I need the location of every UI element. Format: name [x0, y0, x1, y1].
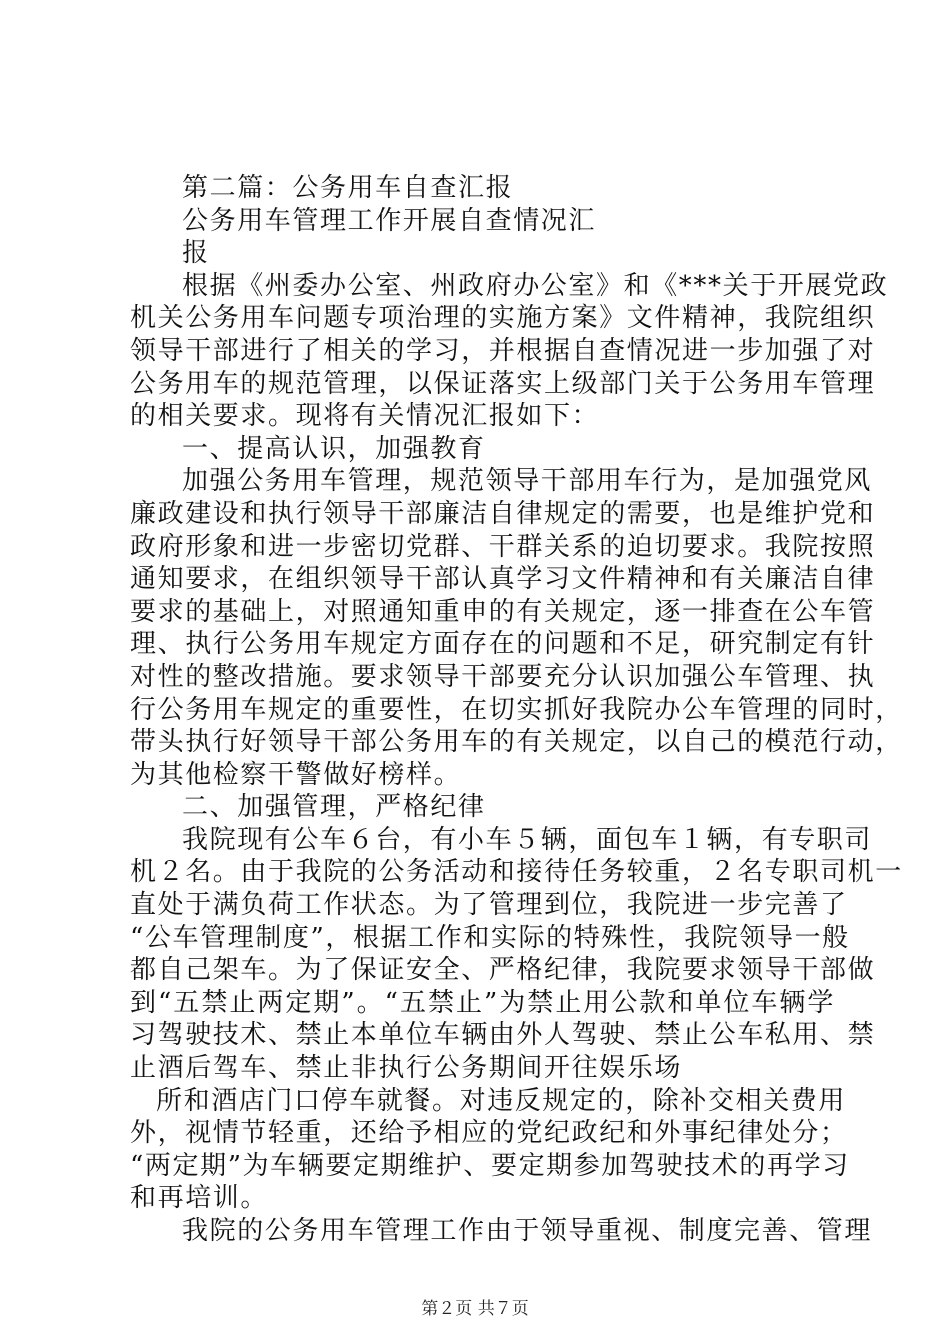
section-heading-1: 一、提高认识，加强教育	[182, 433, 486, 464]
paragraph-line: 根据《州委办公室、州政府办公室》和《***关于开展党政	[182, 270, 889, 301]
paragraph-line: 都自己架车。为了保证安全、严格纪律，我院要求领导干部做	[130, 955, 876, 986]
paragraph-line: 带头执行好领导干部公务用车的有关规定，以自己的模范行动，	[130, 727, 903, 758]
report-title-line-1: 公务用车管理工作开展自查情况汇	[182, 205, 597, 236]
paragraph-line: 我院现有公车６台，有小车５辆，面包车１辆，有专职司	[182, 824, 873, 855]
report-title-line-2: 报	[182, 238, 210, 269]
paragraph-line: 的相关要求。现将有关情况汇报如下：	[130, 401, 600, 432]
paragraph-line: 机２名。由于我院的公务活动和接待任务较重，２名专职司机一	[130, 857, 903, 888]
paragraph-line: 要求的基础上，对照通知重申的有关规定，逐一排查在公车管	[130, 596, 876, 627]
section-heading-2: 二、加强管理，严格纪律	[182, 792, 486, 823]
document-body	[130, 172, 903, 1248]
paragraph-line: 直处于满负荷工作状态。为了管理到位，我院进一步完善了	[130, 890, 848, 921]
paragraph-line: 对性的整改措施。要求领导干部要充分认识加强公车管理、执	[130, 661, 876, 692]
page-number-footer: 第２页 共７页	[421, 1299, 529, 1319]
paragraph-line: 公务用车的规范管理，以保证落实上级部门关于公务用车管理	[130, 368, 876, 399]
paragraph-line: 所和酒店门口停车就餐。对违反规定的，除补交相关费用	[156, 1085, 847, 1116]
paragraph-line: 为其他检察干警做好榜样。	[130, 759, 462, 790]
paragraph-line: 机关公务用车问题专项治理的实施方案》文件精神，我院组织	[130, 303, 876, 334]
paragraph-line: 到“五禁止两定期”。“五禁止”为禁止用公款和单位车辆学	[130, 987, 835, 1018]
paragraph-line: “两定期”为车辆要定期维护、要定期参加驾驶技术的再学习	[130, 1150, 850, 1181]
paragraph-line: 领导干部进行了相关的学习，并根据自查情况进一步加强了对	[130, 335, 876, 366]
paragraph-line: 我院的公务用车管理工作由于领导重视、制度完善、管理	[182, 1216, 873, 1246]
paragraph-line: 外，视情节轻重，还给予相应的党纪政纪和外事纪律处分；	[130, 1118, 848, 1149]
chapter-title: 第二篇：公务用车自查汇报	[182, 173, 514, 203]
paragraph-line: 止酒后驾车、禁止非执行公务期间开往娱乐场	[130, 1053, 683, 1084]
paragraph-line: “公车管理制度”，根据工作和实际的特殊性，我院领导一般	[130, 922, 850, 953]
paragraph-line: 习驾驶技术、禁止本单位车辆由外人驾驶、禁止公车私用、禁	[130, 1020, 876, 1051]
paragraph-line: 政府形象和进一步密切党群、干群关系的迫切要求。我院按照	[130, 531, 876, 562]
paragraph-line: 和再培训。	[130, 1183, 269, 1214]
paragraph-line: 通知要求，在组织领导干部认真学习文件精神和有关廉洁自律	[130, 564, 876, 595]
paragraph-line: 理、执行公务用车规定方面存在的问题和不足，研究制定有针	[130, 629, 876, 660]
paragraph-line: 廉政建设和执行领导干部廉洁自律规定的需要，也是维护党和	[130, 498, 876, 529]
paragraph-line: 加强公务用车管理，规范领导干部用车行为，是加强党风	[182, 466, 873, 497]
paragraph-line: 行公务用车规定的重要性，在切实抓好我院办公车管理的同时，	[130, 694, 903, 725]
